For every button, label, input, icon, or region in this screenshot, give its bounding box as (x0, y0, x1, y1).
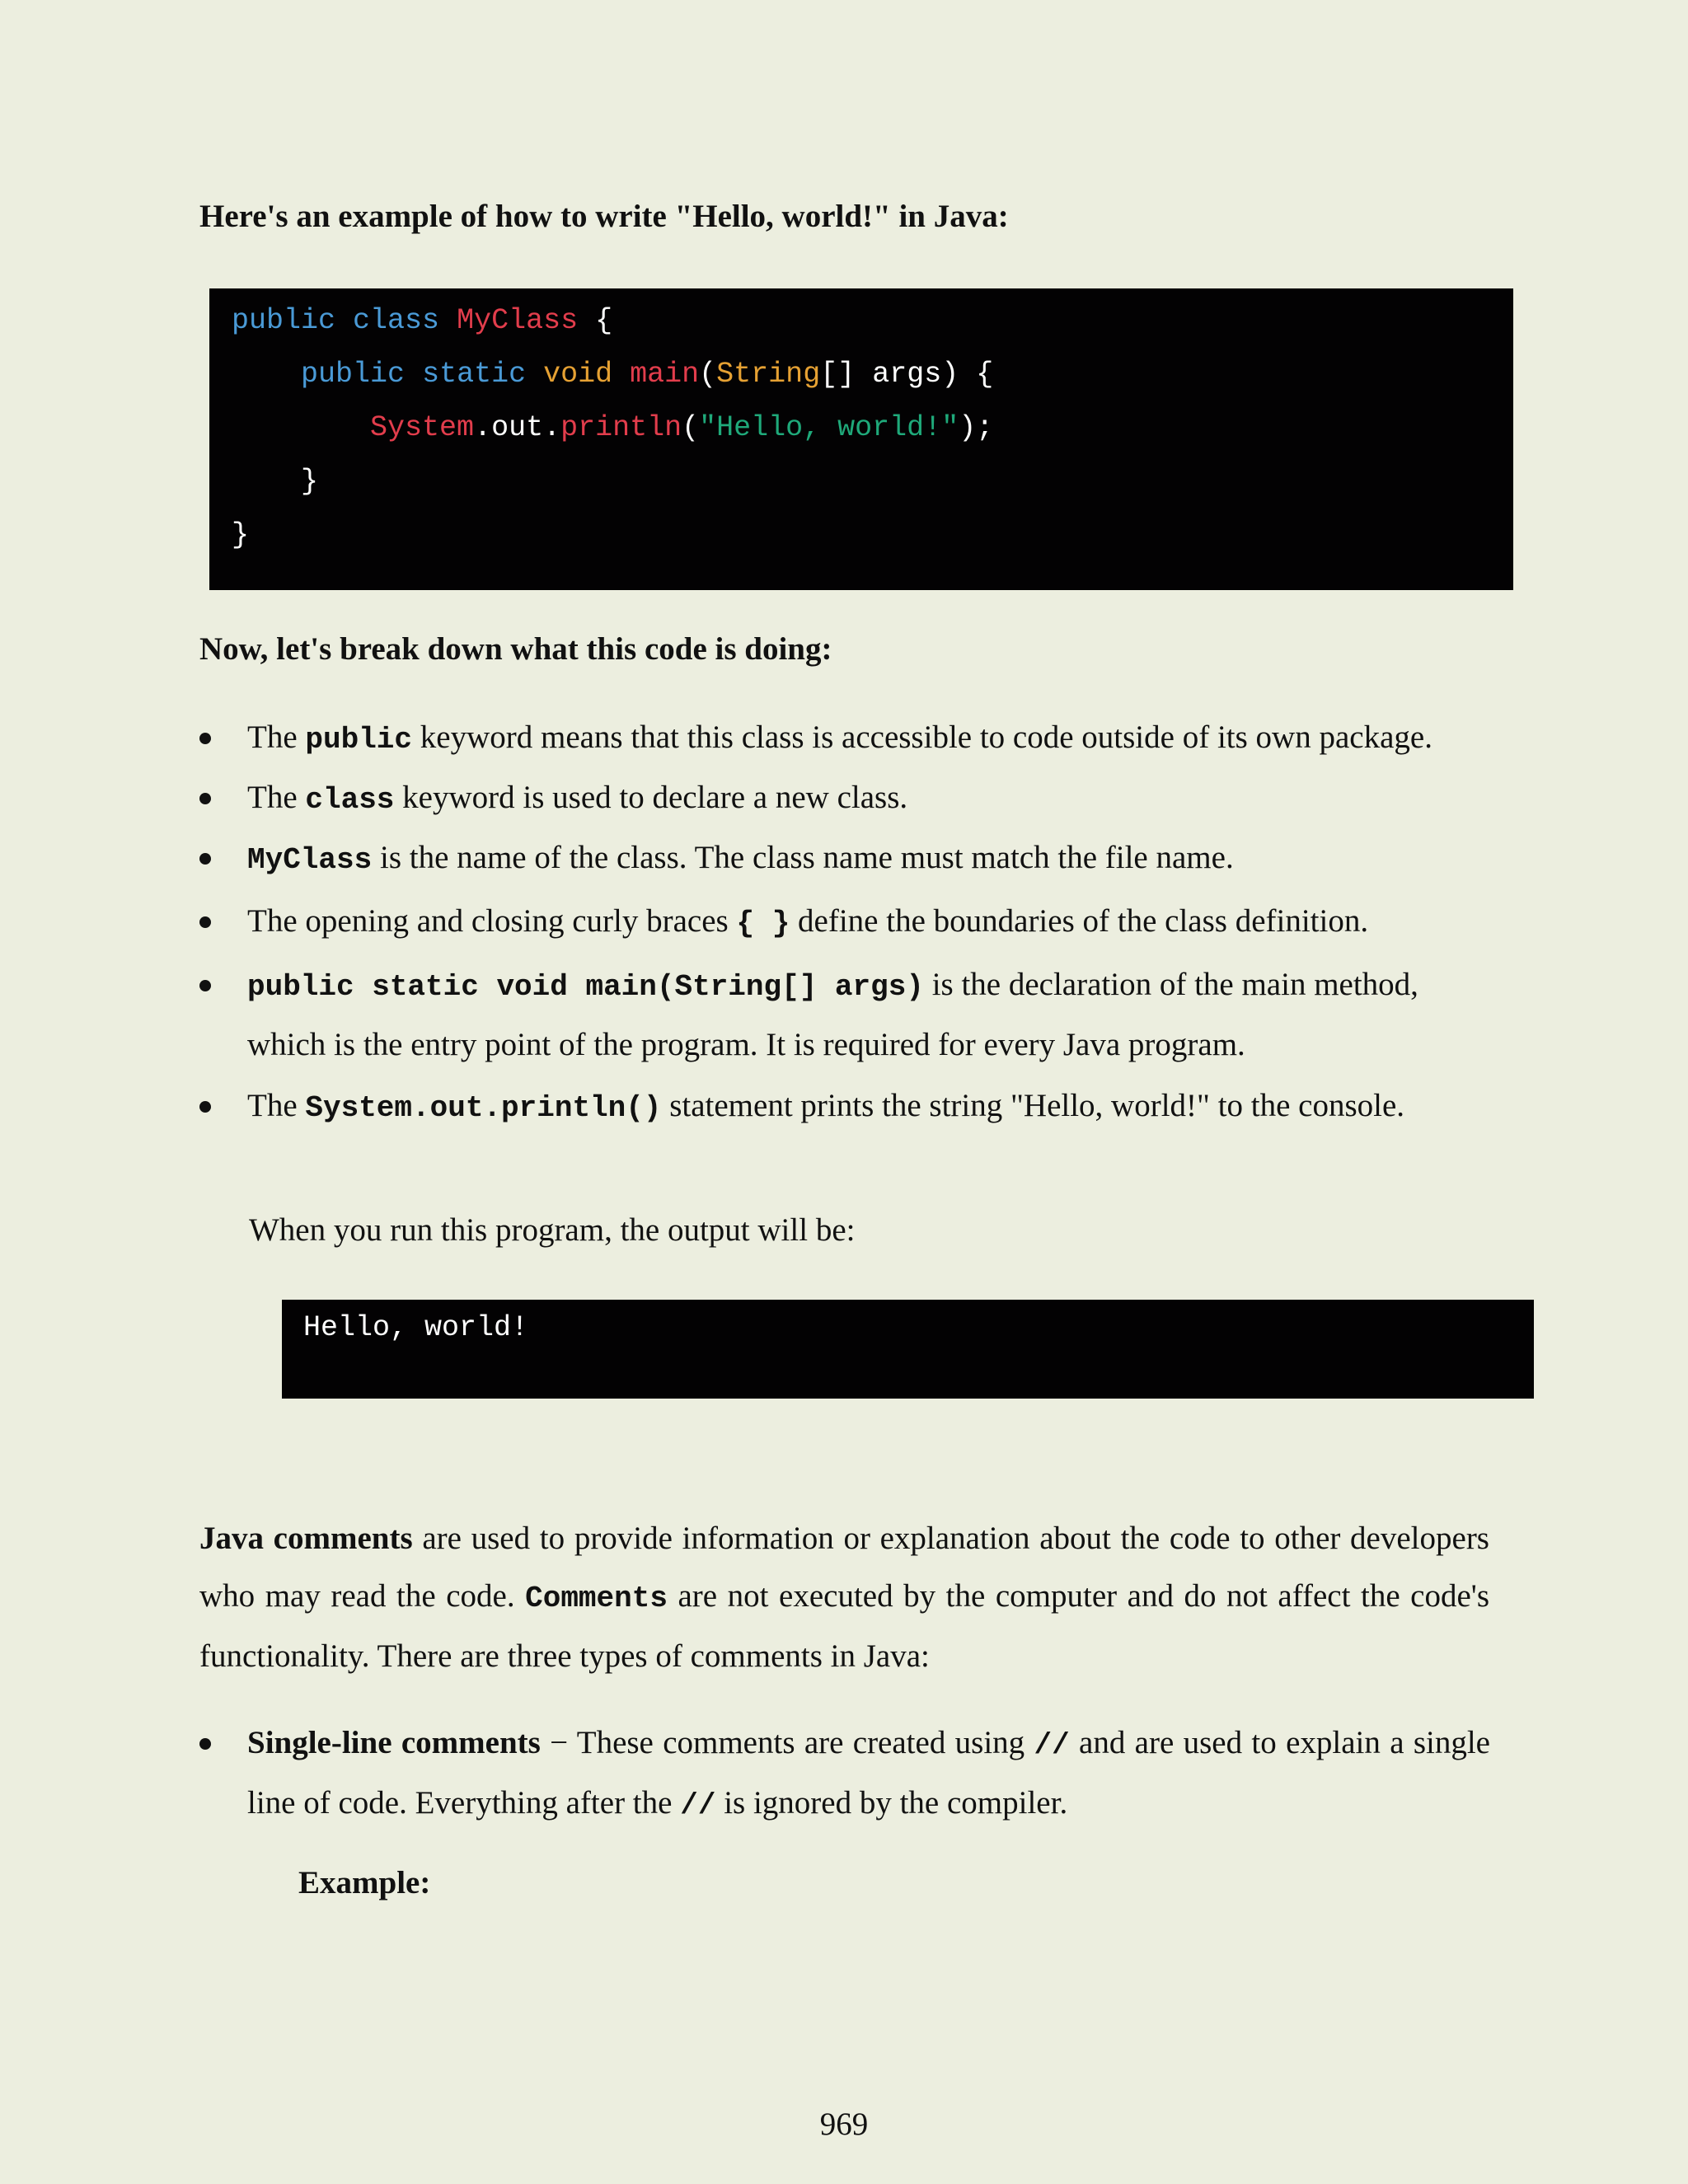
output-block (282, 1300, 1534, 1399)
code-token (405, 358, 422, 391)
bullet-icon (199, 916, 211, 928)
code-token (439, 304, 457, 337)
bullet-icon (199, 980, 211, 991)
comments-text-1: are used to provide information or explanation about the code to other developers who may read the code. (199, 1521, 1489, 1614)
inline-code: MyClass (247, 843, 373, 877)
code-token: [] args) { (820, 358, 994, 391)
bullet-text: The (247, 719, 306, 755)
bullet-text: keyword is used to declare a new class. (394, 780, 908, 815)
code-line (232, 517, 249, 553)
code-token (232, 358, 301, 391)
code-line (232, 302, 612, 339)
code-token: } (232, 518, 250, 551)
bullet-text: and are used to explain a single line of code. Everything after the (247, 1725, 1490, 1821)
code-token: public (301, 358, 406, 391)
code-token (526, 358, 543, 391)
list-item (247, 956, 1492, 1074)
code-line (232, 463, 318, 499)
list-item (247, 769, 1492, 829)
list-item (247, 1077, 1492, 1137)
bullet-icon (199, 793, 211, 804)
comments-code: Comments (525, 1582, 668, 1615)
comments-lead: Java comments (199, 1521, 413, 1556)
code-token (612, 358, 630, 391)
inline-code: { } (736, 907, 790, 940)
code-token: MyClass (457, 304, 579, 337)
bullet-text: The opening and closing curly braces (247, 903, 737, 939)
code-line (232, 410, 993, 446)
breakdown-list (247, 709, 1492, 1141)
bullet-text: define the boundaries of the class definition. (790, 903, 1369, 939)
example-heading: Here's an example of how to write "Hello, world!" in Java: (199, 199, 1009, 234)
code-token: class (353, 304, 440, 337)
inline-code: // (680, 1788, 716, 1822)
code-token: { (578, 304, 613, 337)
code-token: .out. (474, 411, 561, 444)
bullet-text: The (247, 780, 306, 815)
code-token (232, 411, 370, 444)
bullet-icon (199, 853, 211, 865)
bullet-text: − These comments are created using (540, 1725, 1034, 1760)
code-token: static (422, 358, 527, 391)
inline-code: class (305, 783, 395, 817)
list-item (247, 1714, 1490, 1835)
code-token: ); (959, 411, 994, 444)
inline-code: public (305, 723, 413, 757)
code-token: } (232, 465, 319, 498)
bullet-text: is the declaration of the main method, which is the entry point of the program. It is required for every Java program. (247, 967, 1418, 1062)
output-intro: When you run this program, the output will be: (249, 1212, 856, 1248)
code-token: "Hello, world!" (699, 411, 959, 444)
code-token: System (370, 411, 475, 444)
output-text: Hello, world! (303, 1311, 529, 1344)
code-token: void (543, 358, 613, 391)
bullet-icon (199, 1101, 211, 1113)
comment-types-list (247, 1714, 1490, 1835)
list-item (247, 709, 1492, 769)
bullet-icon (199, 1738, 211, 1750)
bullet-text: keyword means that this class is accessible to code outside of its own package. (412, 719, 1432, 755)
list-item (247, 829, 1492, 889)
inline-code: // (1034, 1728, 1070, 1762)
code-token: ( (699, 358, 717, 391)
code-line (232, 356, 993, 392)
list-item (247, 893, 1492, 953)
code-token (335, 304, 353, 337)
bullet-text: is the name of the class. The class name must match the file name. (372, 840, 1234, 875)
java-code-block (209, 288, 1513, 590)
bullet-icon (199, 733, 211, 744)
bullet-text: statement prints the string "Hello, world!" to the console. (661, 1088, 1405, 1123)
code-token: ( (682, 411, 700, 444)
page-number: 969 (819, 2107, 869, 2142)
code-token: println (560, 411, 682, 444)
inline-code: public static void main(String[] args) (247, 970, 924, 1004)
example-label: Example: (298, 1865, 431, 1900)
code-token: main (630, 358, 700, 391)
single-line-label: Single-line comments (247, 1725, 541, 1760)
code-token: String (716, 358, 821, 391)
bullet-text: The (247, 1088, 306, 1123)
comments-text-2: are not executed by the computer and do not affect the code's functionality. There are three types of comments in Java: (199, 1578, 1489, 1674)
inline-code: System.out.println() (305, 1091, 662, 1125)
code-token: public (232, 304, 336, 337)
breakdown-heading: Now, let's break down what this code is doing: (199, 631, 832, 667)
bullet-text: is ignored by the compiler. (715, 1785, 1068, 1821)
comments-paragraph (199, 1510, 1489, 1685)
